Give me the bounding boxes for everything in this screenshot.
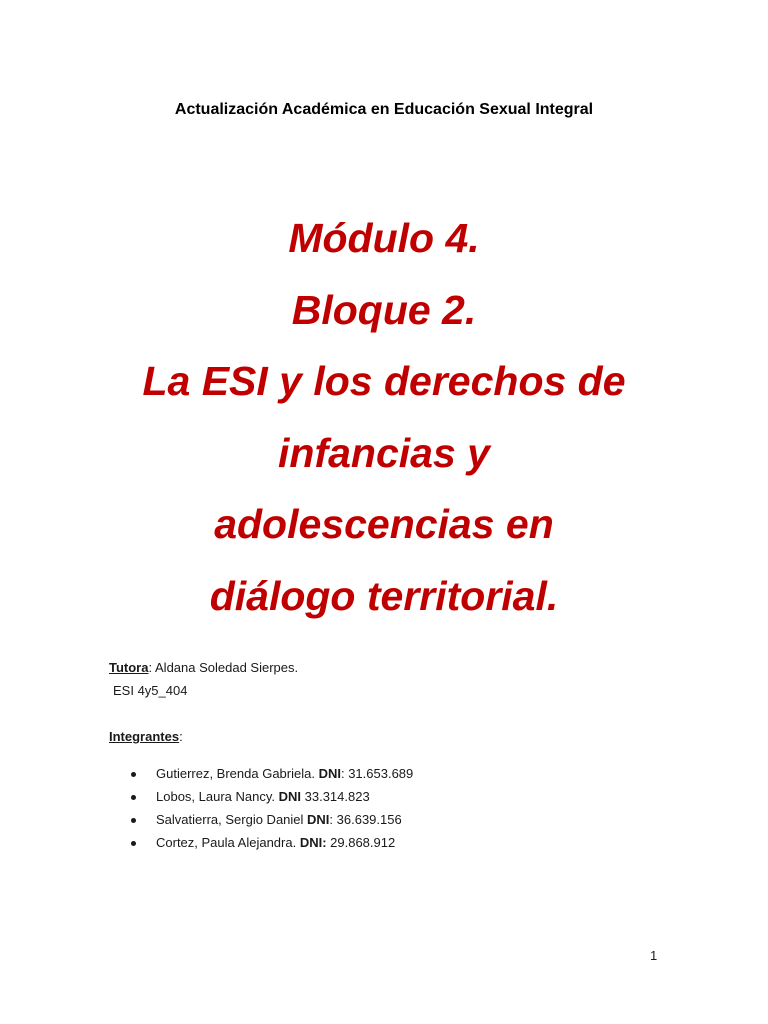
dni-label: DNI	[278, 789, 302, 804]
member-item	[131, 811, 413, 834]
member-item	[131, 765, 413, 788]
dni-label: DNI:	[299, 835, 327, 850]
members-list	[131, 765, 413, 857]
page-number: 1	[650, 948, 658, 963]
document-title	[0, 203, 768, 632]
title-line: La ESI y los derechos de	[142, 358, 626, 404]
integrantes-heading	[109, 728, 183, 746]
bullet-icon	[131, 772, 136, 777]
group-code: ESI 4y5_404	[113, 683, 188, 698]
dni-label: DNI	[307, 812, 330, 827]
dni-value: : 36.639.156	[329, 812, 402, 827]
title-line: diálogo territorial.	[209, 572, 559, 619]
member-name: Gutierrez, Brenda Gabriela.	[156, 766, 319, 781]
title-line: Módulo 4.	[288, 215, 480, 261]
tutora-label: Tutora	[109, 660, 149, 675]
dni-value: 33.314.823	[301, 789, 370, 804]
member-name: Lobos, Laura Nancy.	[156, 789, 279, 804]
tutora-line	[109, 659, 298, 677]
title-line: Bloque 2.	[291, 286, 477, 333]
document-header: Actualización Académica en Educación Sexual Integral	[174, 101, 594, 118]
bullet-icon	[131, 818, 136, 823]
member-name: Salvatierra, Sergio Daniel	[156, 812, 308, 827]
member-name: Cortez, Paula Alejandra.	[156, 835, 300, 850]
dni-value: 29.868.912	[326, 835, 396, 850]
member-item	[131, 788, 413, 811]
bullet-icon	[131, 795, 136, 800]
title-line: infancias y	[278, 429, 490, 476]
tutora-value: Aldana Soledad Sierpes.	[152, 660, 299, 675]
dni-value: : 31.653.689	[340, 766, 414, 781]
dni-label: DNI	[318, 766, 341, 781]
member-item	[131, 834, 413, 857]
title-line: adolescencias en	[214, 501, 554, 547]
integrantes-separator: :	[179, 729, 183, 744]
bullet-icon	[131, 841, 136, 846]
tutora-separator: :	[148, 660, 153, 675]
integrantes-label: Integrantes	[109, 729, 180, 744]
